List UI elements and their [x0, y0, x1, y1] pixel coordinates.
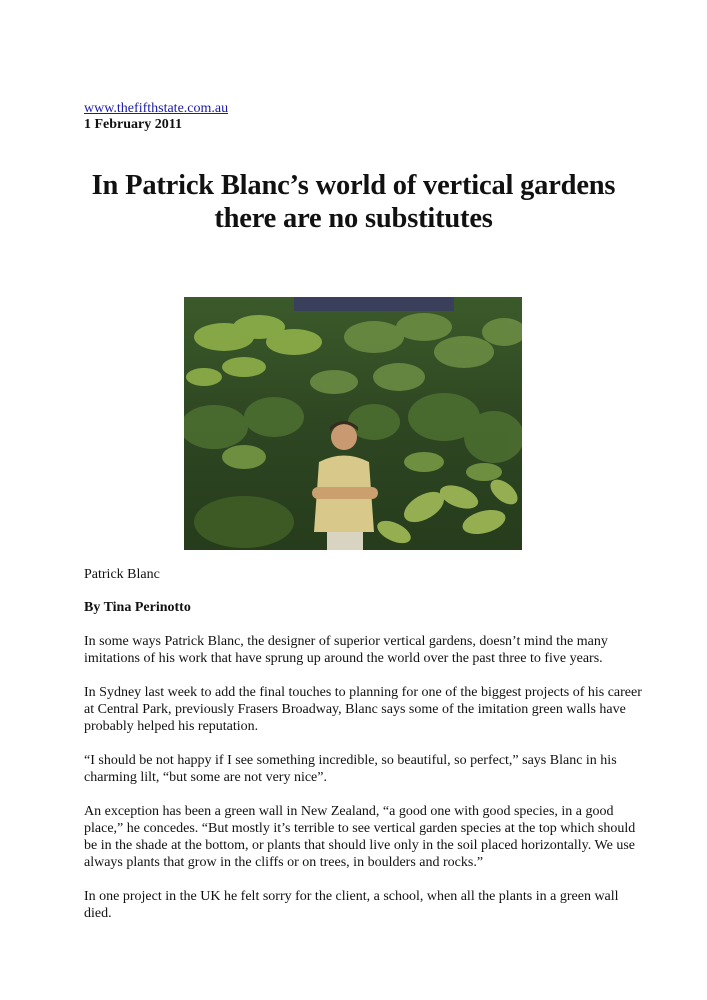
publication-date: 1 February 2011 [84, 117, 182, 132]
article-paragraph: An exception has been a green wall in New Zealand, “a good one with good species, in a good place,” he concedes. “But mostly it’s terrible to see vertical garden species at the top which should be in the shade at the bottom, or plants that should live only in the soil placed horizontally. We use always plants that grow in the cliffs or on trees, in boulders and rocks.” [84, 804, 636, 870]
article-headline [40, 169, 667, 235]
article-photo [184, 297, 522, 550]
article-paragraph: In one project in the UK he felt sorry for the client, a school, when all the plants in a green wall died. [84, 889, 619, 921]
article-paragraph: In Sydney last week to add the final touches to planning for one of the biggest projects of his career at Central Park, previously Frasers Broadway, Blanc says some of the imitation green walls have probably helped his reputation. [84, 685, 642, 734]
article-paragraph: In some ways Patrick Blanc, the designer of superior vertical gardens, doesn’t mind the many imitations of his work that have sprung up around the world over the past three to five years. [84, 634, 608, 666]
author-byline: By Tina Perinotto [84, 600, 191, 615]
article-paragraph: “I should be not happy if I see something incredible, so beautiful, so perfect,” says Blanc in his charming lilt, “but some are not very nice”. [84, 753, 617, 785]
headline-line-2: there are no substitutes [214, 203, 493, 234]
photo-caption: Patrick Blanc [84, 567, 160, 582]
source-link[interactable]: www.thefifthstate.com.au [84, 101, 229, 116]
headline-line-1: In Patrick Blanc’s world of vertical gardens [91, 170, 616, 201]
